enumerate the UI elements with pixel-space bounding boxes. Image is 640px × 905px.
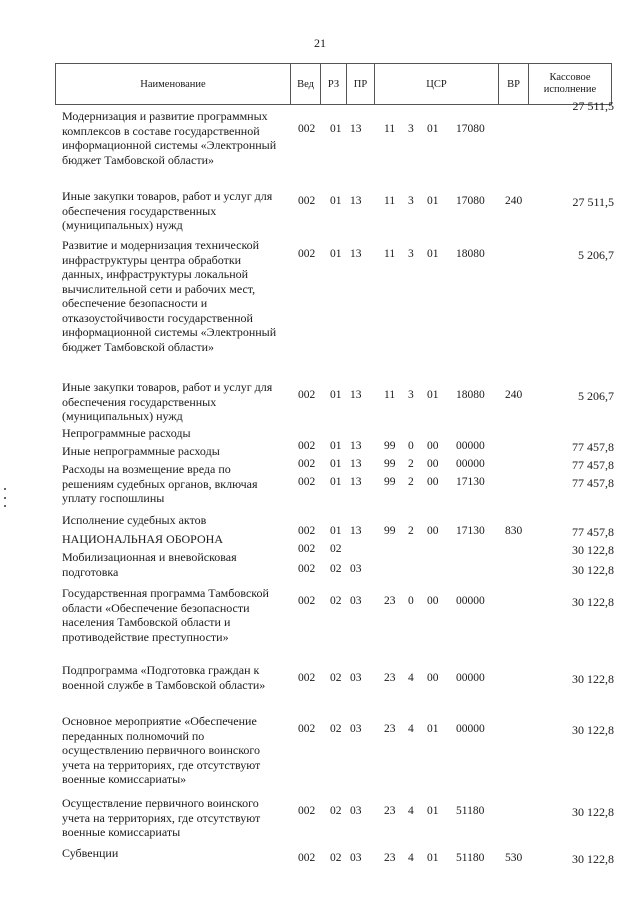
row-c4: 00000	[456, 672, 485, 684]
header-kass: Кассовое исполнение	[528, 63, 612, 105]
row-c2: 4	[408, 805, 414, 817]
row-amount: 30 122,8	[572, 563, 614, 577]
row-name: Мобилизационная и вневойсковая подготовка	[62, 550, 237, 579]
row-amount: 77 457,8	[572, 476, 614, 490]
row-c4: 17080	[456, 123, 485, 135]
row-ved: 002	[298, 476, 316, 488]
row-c1: 99	[384, 525, 396, 537]
row-name: Непрограммные расходы	[62, 426, 191, 440]
row-name: Иные закупки товаров, работ и услуг для обеспечения государственных (муниципальных) нужд	[62, 380, 273, 423]
row-c4: 17080	[456, 195, 485, 207]
row-name: Иные непрограммные расходы	[62, 444, 220, 458]
row-c2: 3	[408, 389, 414, 401]
row-pr: 13	[350, 195, 362, 207]
row-rz: 01	[330, 248, 342, 260]
row-c3: 01	[427, 195, 439, 207]
row-amount: 30 122,8	[572, 543, 614, 557]
row-c4: 00000	[456, 723, 485, 735]
row-c4: 00000	[456, 595, 485, 607]
row-c1: 11	[384, 389, 396, 401]
row-amount: 77 457,8	[572, 525, 614, 539]
row-c1: 99	[384, 458, 396, 470]
row-name: Расходы на возмещение вреда по решениям судебных органов, включая уплату госпошлины	[62, 462, 258, 505]
header-rz: РЗ	[320, 63, 346, 105]
row-pr: 03	[350, 805, 362, 817]
row-ved: 002	[298, 563, 316, 575]
row-rz: 01	[330, 525, 342, 537]
row-name: Развитие и модернизация технической инфраструктуры центра обработки данных, инфраструктуры локальной вычислительной сети и рабочих мест, обеспечение безопасности и отказоустойчивости государственной информационной системы «Электронный бюджет Тамбовской области»	[62, 238, 277, 354]
row-amount: 30 122,8	[572, 672, 614, 686]
row-amount: 30 122,8	[572, 852, 614, 866]
row-pr: 03	[350, 672, 362, 684]
row-pr: 03	[350, 723, 362, 735]
row-ved: 002	[298, 440, 316, 452]
row-pr: 13	[350, 476, 362, 488]
row-c4: 00000	[456, 440, 485, 452]
row-rz: 01	[330, 389, 342, 401]
row-pr: 13	[350, 389, 362, 401]
row-pr: 03	[350, 852, 362, 864]
row-c2: 2	[408, 476, 414, 488]
row-pr: 13	[350, 440, 362, 452]
row-c3: 00	[427, 672, 439, 684]
row-rz: 01	[330, 476, 342, 488]
row-c2: 2	[408, 525, 414, 537]
row-c1: 23	[384, 672, 396, 684]
row-ved: 002	[298, 389, 316, 401]
page-number: 21	[314, 36, 326, 50]
row-c2: 2	[408, 458, 414, 470]
row-amount: 30 122,8	[572, 595, 614, 609]
row-c4: 51180	[456, 852, 485, 864]
row-vr: 240	[505, 389, 523, 401]
row-pr: 13	[350, 248, 362, 260]
row-rz: 02	[330, 543, 342, 555]
row-amount: 27 511,5	[572, 195, 614, 209]
row-rz: 02	[330, 723, 342, 735]
row-ved: 002	[298, 123, 316, 135]
row-amount: 30 122,8	[572, 723, 614, 737]
row-ved: 002	[298, 195, 316, 207]
row-c2: 0	[408, 595, 414, 607]
row-c1: 11	[384, 123, 396, 135]
row-c1: 23	[384, 805, 396, 817]
row-name: Осуществление первичного воинского учета на территориях, где отсутствуют военные комиссариаты	[62, 796, 261, 839]
row-c1: 23	[384, 852, 396, 864]
row-ved: 002	[298, 672, 316, 684]
row-name: НАЦИОНАЛЬНАЯ ОБОРОНА	[62, 532, 223, 546]
row-ved: 002	[298, 595, 316, 607]
row-c1: 99	[384, 476, 396, 488]
row-c3: 01	[427, 248, 439, 260]
row-c2: 3	[408, 123, 414, 135]
row-c3: 01	[427, 389, 439, 401]
row-name: Основное мероприятие «Обеспечение переданных полномочий по осуществлению первичного воинского учета на территориях, где отсутствуют военные комиссариаты»	[62, 714, 261, 786]
row-c1: 23	[384, 595, 396, 607]
row-c2: 0	[408, 440, 414, 452]
row-c3: 00	[427, 476, 439, 488]
row-rz: 01	[330, 123, 342, 135]
row-amount: 30 122,8	[572, 805, 614, 819]
row-rz: 01	[330, 440, 342, 452]
row-amount: 27 511,5	[572, 99, 614, 113]
row-pr: 03	[350, 595, 362, 607]
row-rz: 02	[330, 595, 342, 607]
row-rz: 02	[330, 672, 342, 684]
row-vr: 830	[505, 525, 523, 537]
row-c3: 01	[427, 723, 439, 735]
header-csr: ЦСР	[374, 63, 498, 105]
row-vr: 530	[505, 852, 523, 864]
row-amount: 77 457,8	[572, 458, 614, 472]
row-pr: 03	[350, 563, 362, 575]
row-c2: 4	[408, 672, 414, 684]
row-pr: 13	[350, 525, 362, 537]
row-vr: 240	[505, 195, 523, 207]
row-ved: 002	[298, 723, 316, 735]
row-c4: 17130	[456, 476, 485, 488]
row-c3: 00	[427, 595, 439, 607]
row-c4: 51180	[456, 805, 485, 817]
scan-speck	[4, 488, 6, 490]
row-c3: 01	[427, 805, 439, 817]
row-name: Подпрограмма «Подготовка граждан к военной службе в Тамбовской области»	[62, 663, 266, 692]
header-pr: ПР	[346, 63, 374, 105]
scan-speck	[4, 505, 6, 507]
row-c2: 3	[408, 248, 414, 260]
row-c3: 00	[427, 458, 439, 470]
row-name: Исполнение судебных актов	[62, 513, 207, 527]
row-c4: 17130	[456, 525, 485, 537]
scan-speck	[4, 497, 6, 499]
row-rz: 02	[330, 805, 342, 817]
row-ved: 002	[298, 852, 316, 864]
row-c4: 18080	[456, 389, 485, 401]
row-c4: 00000	[456, 458, 485, 470]
row-amount: 77 457,8	[572, 440, 614, 454]
row-amount: 5 206,7	[578, 248, 614, 262]
row-rz: 02	[330, 563, 342, 575]
row-rz: 01	[330, 195, 342, 207]
row-pr: 13	[350, 123, 362, 135]
row-c3: 01	[427, 123, 439, 135]
row-c4: 18080	[456, 248, 485, 260]
row-c3: 01	[427, 852, 439, 864]
row-ved: 002	[298, 458, 316, 470]
row-name: Иные закупки товаров, работ и услуг для обеспечения государственных (муниципальных) нужд	[62, 189, 273, 232]
row-c2: 4	[408, 723, 414, 735]
header-name: Наименование	[55, 63, 290, 105]
row-c3: 00	[427, 525, 439, 537]
row-c1: 23	[384, 723, 396, 735]
row-amount: 5 206,7	[578, 389, 614, 403]
row-ved: 002	[298, 805, 316, 817]
row-name: Государственная программа Тамбовской области «Обеспечение безопасности населения Тамбовской области и противодействие преступности»	[62, 586, 269, 644]
row-c1: 11	[384, 248, 396, 260]
row-name: Модернизация и развитие программных комплексов в составе государственной информационной системы «Электронный бюджет Тамбовской области»	[62, 109, 277, 167]
row-c2: 4	[408, 852, 414, 864]
row-c1: 99	[384, 440, 396, 452]
row-c1: 11	[384, 195, 396, 207]
header-vr: ВР	[498, 63, 528, 105]
row-ved: 002	[298, 525, 316, 537]
row-c2: 3	[408, 195, 414, 207]
row-name: Субвенции	[62, 846, 119, 860]
row-ved: 002	[298, 543, 316, 555]
row-ved: 002	[298, 248, 316, 260]
row-rz: 02	[330, 852, 342, 864]
row-rz: 01	[330, 458, 342, 470]
header-ved: Вед	[290, 63, 320, 105]
row-c3: 00	[427, 440, 439, 452]
row-pr: 13	[350, 458, 362, 470]
